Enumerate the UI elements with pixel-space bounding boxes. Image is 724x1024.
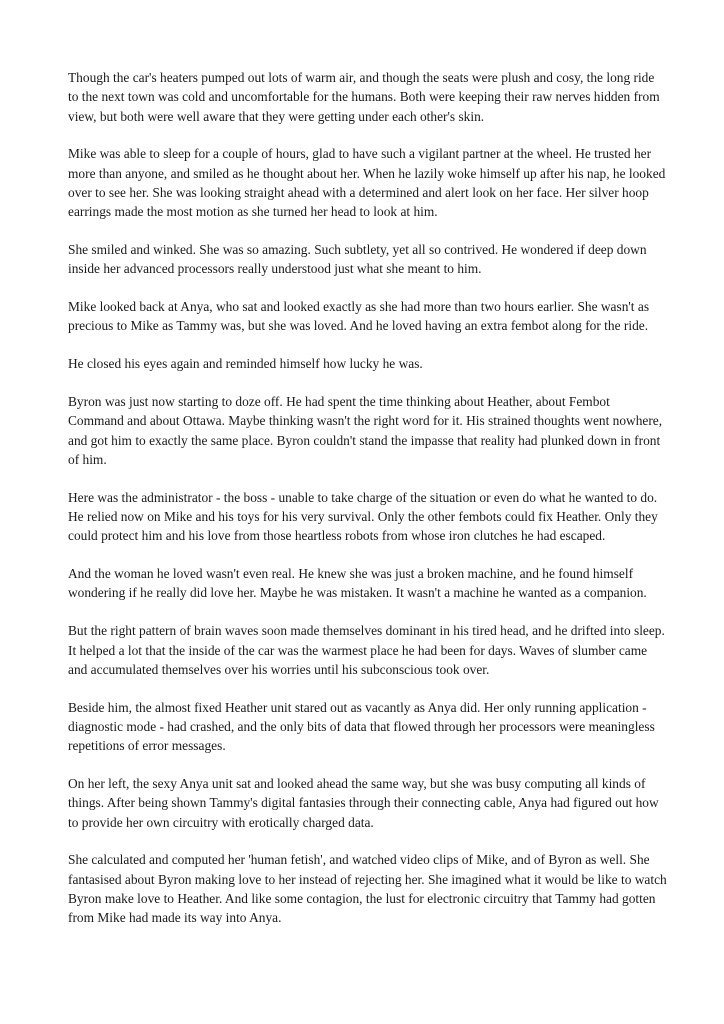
paragraph: He closed his eyes again and reminded himself how lucky he was. — [68, 356, 423, 372]
paragraph: Byron was just now starting to doze off. He had spent the time thinking about Heather, about Fembot Command and about Ottawa. Maybe thinking wasn't the right word for it. His strained thoughts went nowhere, and got him to exactly the same place. Byron couldn't stand the impasse that reality had plunked down in front of him. — [68, 394, 663, 467]
paragraph: She calculated and computed her 'human fetish', and watched video clips of Mike, and of Byron as well. She fantasised about Byron making love to her instead of rejecting her. She imagined what it would be like to watch Byron make love to Heather. And like some contagion, the lust for electronic circuitry that Tammy had gotten from Mike had made its way into Anya. — [68, 852, 667, 926]
paragraph: And the woman he loved wasn't even real. He knew she was just a broken machine, and he found himself wondering if he really did love her. Maybe he was mistaken. It wasn't a machine he wanted as a companion. — [68, 566, 647, 601]
paragraph: But the right pattern of brain waves soon made themselves dominant in his tired head, and he drifted into sleep. It helped a lot that the inside of the car was the warmest place he had been for days. Waves of slumber came and accumulated themselves over his worries until his subconscious took over. — [68, 623, 665, 677]
paragraph: Though the car's heaters pumped out lots of warm air, and though the seats were plush and cosy, the long ride to the next town was cold and uncomfortable for the humans. Both were keeping their raw nerves hidden from view, but both were well aware that they were getting under each other's skin. — [68, 70, 660, 124]
paragraph: Mike was able to sleep for a couple of hours, glad to have such a vigilant partner at the wheel. He trusted her more than anyone, and smiled as he thought about her. When he lazily woke himself up after his nap, he looked over to see her. She was looking straight ahead with a determined and alert look on her face. Her silver hoop earrings made the most motion as she turned her head to look at him. — [68, 146, 666, 220]
paragraph: On her left, the sexy Anya unit sat and looked ahead the same way, but she was busy computing all kinds of things. After being shown Tammy's digital fantasies through their connecting cable, Anya had figured out how to provide her own circuitry with erotically charged data. — [68, 776, 659, 830]
paragraph: She smiled and winked. She was so amazing. Such subtlety, yet all so contrived. He wondered if deep down inside her advanced processors really understood just what she meant to him. — [68, 242, 647, 277]
paragraph: Mike looked back at Anya, who sat and looked exactly as she had more than two hours earlier. She wasn't as precious to Mike as Tammy was, but she was loved. And he loved having an extra fembot along for the ride. — [68, 299, 650, 334]
paragraph: Here was the administrator - the boss - unable to take charge of the situation or even do what he wanted to do. He relied now on Mike and his toys for his very survival. Only the other fembots could fix Heather. Only they could protect him and his love from those heartless robots from whose iron clutches he had escaped. — [68, 489, 658, 544]
document-page — [68, 68, 668, 946]
paragraph: Beside him, the almost fixed Heather unit stared out as vacantly as Anya did. Her only running application - diagnostic mode - had crashed, and the only bits of data that flowed through her processors were meaningless repetitions of error messages. — [68, 699, 655, 754]
